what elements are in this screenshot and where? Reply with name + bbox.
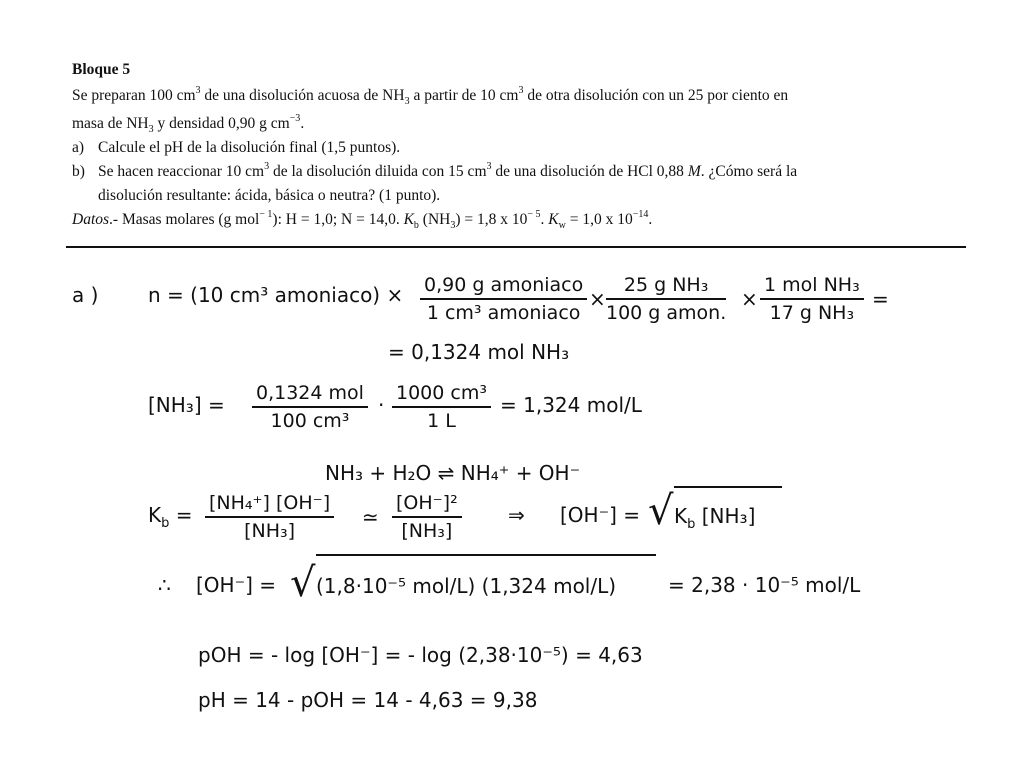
dot-operator: · bbox=[378, 393, 385, 417]
oh-label-2: [OH⁻] = bbox=[196, 573, 277, 597]
datos-line: Datos.- Masas molares (g mol$^{- 1}$): H = 1,0; N = 14,0. $K_b$ $(NH_3) = 1,8$ x $10^{- 5}$. $K_w = 1,0$ x $10^{-14}$. bbox=[72, 208, 653, 232]
fraction-kb-approx: $\frac{\text{[OH⁻]²}}{\text{[NH₃]}}$ bbox=[392, 492, 462, 542]
reaction-equation: NH₃ + H₂O ⇌ NH₄⁺ + OH⁻ bbox=[325, 461, 581, 485]
fraction-mass-percent: 25 g NH₃ 100 g amon. bbox=[606, 274, 727, 324]
block-title: Bloque 5 bbox=[72, 61, 131, 78]
item-b-line-2: disolución resultante: ácida, básica o neutra? (1 punto). bbox=[98, 187, 441, 204]
kb-label: $K_b$ = bbox=[148, 503, 193, 531]
times-sign-1: × bbox=[589, 287, 606, 311]
oh-result: = 2,38 · 10⁻⁵ mol/L bbox=[668, 573, 861, 597]
fraction-density: 0,90 g amoniaco 1 cm³ amoniaco bbox=[420, 274, 587, 324]
ph-line: pH = 14 - pOH = 14 - 4,63 = 9,38 bbox=[198, 688, 538, 712]
fraction-kb-definition: $\frac{\text{[NH₄⁺] [OH⁻]}}{\text{[NH₃]}}$ bbox=[205, 492, 334, 542]
poh-line: pOH = - log [OH⁻] = - log (2,38·10⁻⁵) = 4,63 bbox=[198, 643, 643, 667]
sqrt-content-1: $K_b$ [NH₃] bbox=[674, 486, 782, 528]
fraction-volume-conversion: $\frac{\text{1000 cm³}}{1 L}$ bbox=[392, 382, 491, 432]
sqrt-sign-1: √ bbox=[648, 488, 674, 534]
part-label: a ) bbox=[72, 283, 99, 307]
statement-line-1: Se preparan 100 $cm^3$ de una disolución acuosa de $NH_3$ a partir de 10 $cm^3$ de otra disolución con un 25 por ciento en bbox=[72, 84, 789, 108]
fraction-molar-mass: 1 mol NH₃ 17 g NH₃ bbox=[760, 274, 864, 324]
implies-arrow: ⇒ bbox=[508, 503, 525, 527]
item-a: a) Calcule el pH de la disolución final (1,5 puntos). bbox=[72, 139, 401, 156]
concentration-label: [NH₃] = bbox=[148, 393, 225, 417]
times-sign-2: × bbox=[741, 287, 758, 311]
problem-statement bbox=[72, 58, 942, 232]
separator-line bbox=[66, 246, 966, 248]
n-expression: n = (10 cm³ amoniaco) × bbox=[148, 283, 404, 307]
moles-result: = 0,1324 mol NH₃ bbox=[388, 340, 570, 364]
therefore-sign: ∴ bbox=[158, 573, 171, 597]
statement-line-2: masa de $NH_3$ y densidad 0,90 g $cm^{-3}$. bbox=[72, 112, 305, 136]
sqrt-content-2: (1,8·10⁻⁵ mol/L) (1,324 mol/L) bbox=[316, 554, 656, 598]
concentration-result: = 1,324 mol/L bbox=[500, 393, 642, 417]
fraction-moles-volume: 0,1324 mol 100 cm³ bbox=[252, 382, 368, 432]
oh-label-1: [OH⁻] = bbox=[560, 503, 641, 527]
approx-sign: ≃ bbox=[362, 505, 379, 529]
equals-sign-1: = bbox=[872, 287, 889, 311]
item-b: b) Se hacen reaccionar 10 $cm^3$ de la disolución diluida con 15 $cm^3$ de una disolución de HCl 0,88 M. ¿Cómo será la bbox=[72, 160, 798, 180]
sqrt-sign-2: √ bbox=[290, 560, 316, 606]
